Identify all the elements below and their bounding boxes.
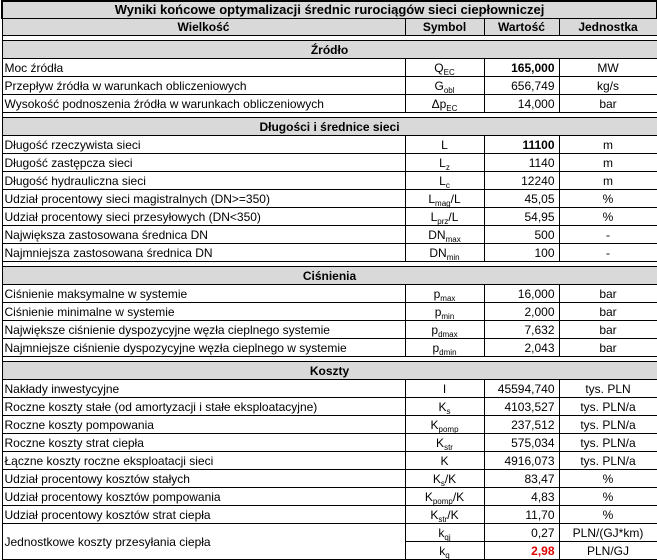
row-label: Udział procentowy kosztów stałych xyxy=(2,470,405,488)
row-unit: tys. PLN xyxy=(559,380,657,398)
symbol-cell xyxy=(405,434,484,452)
symbol-main: K xyxy=(438,399,447,414)
row-unit: tys. PLN/a xyxy=(559,416,657,434)
row-label: Roczne koszty strat ciepła xyxy=(2,434,405,452)
row-label: Nakłady inwestycyjne xyxy=(2,380,405,398)
row-unit: tys. PLN/a xyxy=(559,434,657,452)
table-row xyxy=(2,470,657,488)
symbol-sub: max xyxy=(445,234,461,244)
symbol-cell xyxy=(405,339,484,357)
row-unit: tys. PLN/a xyxy=(559,398,657,416)
row-unit: - xyxy=(559,244,657,262)
row-unit: m xyxy=(559,154,657,172)
row-value: 1140 xyxy=(484,154,559,172)
table-row xyxy=(2,321,657,339)
symbol-sub: q xyxy=(445,550,450,560)
row-value: 4,83 xyxy=(484,488,559,506)
symbol-sub: prz xyxy=(437,216,449,226)
symbol-sub: dmax xyxy=(438,329,458,339)
table-row xyxy=(2,95,657,113)
symbol-main: K xyxy=(432,471,441,486)
symbol-suffix: /K xyxy=(444,471,457,486)
row-label: Łączne koszty roczne eksploatacji sieci xyxy=(2,452,405,470)
symbol-cell xyxy=(405,488,484,506)
symbol-cell xyxy=(405,452,484,470)
row-value: 575,034 xyxy=(484,434,559,452)
table-row xyxy=(2,285,657,303)
symbol-main: L xyxy=(441,137,448,152)
symbol-main: K xyxy=(440,453,449,468)
symbol-main: p xyxy=(433,286,441,301)
section-header-row xyxy=(2,41,657,59)
symbol-sub: pomp xyxy=(432,496,453,506)
section-header-row xyxy=(2,267,657,285)
symbol-cell xyxy=(405,154,484,172)
header-value: Wartość xyxy=(484,19,559,36)
row-label: Udział procentowy sieci przesyłowych (DN<350) xyxy=(2,208,405,226)
symbol-main: p xyxy=(432,340,440,355)
symbol-cell xyxy=(405,172,484,190)
row-value: 237,512 xyxy=(484,416,559,434)
row-unit: bar xyxy=(559,285,657,303)
table-row xyxy=(2,172,657,190)
section-title: Koszty xyxy=(2,362,657,380)
row-unit: bar xyxy=(559,95,657,113)
section-title: Ciśnienia xyxy=(2,267,657,285)
row-value: 4916,073 xyxy=(484,452,559,470)
section-header-row xyxy=(2,362,657,380)
symbol-cell xyxy=(405,398,484,416)
symbol-main: K xyxy=(424,489,433,504)
table-row xyxy=(2,506,657,524)
symbol-cell xyxy=(405,542,484,560)
symbol-cell xyxy=(405,136,484,154)
table-row xyxy=(2,398,657,416)
row-label: Przepływ źródła w warunkach obliczeniowych xyxy=(2,77,405,95)
symbol-main: Δp xyxy=(431,96,447,111)
row-label: Udział procentowy kosztów pompowania xyxy=(2,488,405,506)
row-label: Roczne koszty stałe (od amortyzacji i stałe eksploatacyjne) xyxy=(2,398,405,416)
table-row xyxy=(2,380,657,398)
symbol-sub: min xyxy=(446,252,460,262)
row-value: 16,000 xyxy=(484,285,559,303)
header-symbol: Symbol xyxy=(405,19,484,36)
symbol-cell xyxy=(405,416,484,434)
row-unit: m xyxy=(559,172,657,190)
row-unit: bar xyxy=(559,303,657,321)
symbol-cell xyxy=(405,190,484,208)
row-label: Jednostkowe koszty przesyłania ciepła xyxy=(2,524,405,560)
table-title-row xyxy=(2,1,657,19)
symbol-main: L xyxy=(430,209,438,224)
row-value: 83,47 xyxy=(484,470,559,488)
symbol-suffix: /L xyxy=(450,191,461,206)
row-unit: % xyxy=(559,190,657,208)
row-value: 11,70 xyxy=(484,506,559,524)
row-value: 2,043 xyxy=(484,339,559,357)
table-row xyxy=(2,136,657,154)
row-label: Długość zastępcza sieci xyxy=(2,154,405,172)
symbol-suffix: /L xyxy=(448,209,459,224)
symbol-cell xyxy=(405,380,484,398)
table-row xyxy=(2,208,657,226)
table-title: Wyniki końcowe optymalizacji średnic rurociągów sieci ciepłowniczej xyxy=(2,1,657,19)
table-row xyxy=(2,488,657,506)
table-row xyxy=(2,416,657,434)
row-value: 656,749 xyxy=(484,77,559,95)
row-label: Udział procentowy sieci magistralnych (DN>=350) xyxy=(2,190,405,208)
symbol-cell xyxy=(405,77,484,95)
symbol-cell xyxy=(405,226,484,244)
symbol-main: p xyxy=(431,322,439,337)
row-value: 45594,740 xyxy=(484,380,559,398)
symbol-main: L xyxy=(428,191,436,206)
symbol-cell xyxy=(405,208,484,226)
table-row xyxy=(2,434,657,452)
row-value: 0,27 xyxy=(484,524,559,542)
symbol-sub: s xyxy=(446,406,451,416)
symbol-sub: pomp xyxy=(438,424,459,434)
row-value: 12240 xyxy=(484,172,559,190)
row-unit: m xyxy=(559,136,657,154)
row-unit: PLN/GJ xyxy=(559,542,657,560)
symbol-cell xyxy=(405,285,484,303)
symbol-main: L xyxy=(439,155,446,170)
row-label: Długość hydrauliczna sieci xyxy=(2,172,405,190)
symbol-main: DN xyxy=(429,245,447,260)
results-table xyxy=(1,0,657,560)
symbol-main: K xyxy=(430,417,439,432)
row-value: 45,05 xyxy=(484,190,559,208)
symbol-cell xyxy=(405,470,484,488)
symbol-main: k xyxy=(439,543,446,558)
symbol-sub: min xyxy=(441,311,455,321)
section-title: Źródło xyxy=(2,41,657,59)
header-unit: Jednostka xyxy=(559,19,657,36)
symbol-main: p xyxy=(434,304,442,319)
row-value: 2,000 xyxy=(484,303,559,321)
row-unit: MW xyxy=(559,59,657,77)
symbol-sub: mag xyxy=(435,198,451,208)
symbol-cell xyxy=(405,244,484,262)
table-row xyxy=(2,452,657,470)
row-value: 14,000 xyxy=(484,95,559,113)
table-row xyxy=(2,77,657,95)
row-unit: bar xyxy=(559,339,657,357)
row-unit: % xyxy=(559,506,657,524)
row-unit: % xyxy=(559,208,657,226)
row-value: 500 xyxy=(484,226,559,244)
table-row xyxy=(2,59,657,77)
table-row xyxy=(2,524,657,542)
row-value: 100 xyxy=(484,244,559,262)
row-label: Najmniejsza zastosowana średnica DN xyxy=(2,244,405,262)
symbol-cell xyxy=(405,59,484,77)
row-unit: - xyxy=(559,226,657,244)
row-label: Wysokość podnoszenia źródła w warunkach obliczeniowych xyxy=(2,95,405,113)
symbol-cell xyxy=(405,95,484,113)
symbol-main: Q xyxy=(434,60,444,75)
row-value: 54,95 xyxy=(484,208,559,226)
symbol-main: G xyxy=(434,78,444,93)
symbol-sub: c xyxy=(445,180,450,190)
table-row xyxy=(2,303,657,321)
row-unit: kg/s xyxy=(559,77,657,95)
row-label: Najmniejsze ciśnienie dyspozycyjne węzła cieplnego w systemie xyxy=(2,339,405,357)
row-label: Udział procentowy kosztów strat ciepła xyxy=(2,506,405,524)
header-row xyxy=(2,19,657,36)
table-row xyxy=(2,226,657,244)
symbol-sub: str xyxy=(438,514,448,524)
row-value: 2,98 xyxy=(484,542,559,560)
symbol-main: I xyxy=(442,381,447,396)
table-row xyxy=(2,339,657,357)
row-unit: % xyxy=(559,488,657,506)
symbol-suffix: /K xyxy=(452,489,465,504)
symbol-main: k xyxy=(438,525,445,540)
symbol-main: K xyxy=(430,507,439,522)
row-value: 4103,527 xyxy=(484,398,559,416)
row-unit: bar xyxy=(559,321,657,339)
row-unit: tys. PLN/a xyxy=(559,452,657,470)
row-label: Roczne koszty pompowania xyxy=(2,416,405,434)
row-label: Największe ciśnienie dyspozycyjne węzła cieplnego systemie xyxy=(2,321,405,339)
section-title: Długości i średnice sieci xyxy=(2,118,657,136)
symbol-sub: s xyxy=(440,478,445,488)
symbol-main: L xyxy=(439,173,446,188)
table-row xyxy=(2,190,657,208)
table-row xyxy=(2,244,657,262)
row-label: Długość rzeczywista sieci xyxy=(2,136,405,154)
symbol-cell xyxy=(405,321,484,339)
row-unit: PLN/(GJ*km) xyxy=(559,524,657,542)
row-label: Ciśnienie minimalne w systemie xyxy=(2,303,405,321)
symbol-cell xyxy=(405,303,484,321)
symbol-cell xyxy=(405,506,484,524)
table-row xyxy=(2,154,657,172)
symbol-cell xyxy=(405,524,484,542)
symbol-sub: z xyxy=(445,162,450,172)
row-value: 7,632 xyxy=(484,321,559,339)
symbol-sub: str xyxy=(444,442,453,452)
row-unit: % xyxy=(559,470,657,488)
symbol-sub: EC xyxy=(443,67,455,77)
row-value: 11100 xyxy=(484,136,559,154)
symbol-sub: EC xyxy=(446,103,458,113)
row-label: Największa zastosowana średnica DN xyxy=(2,226,405,244)
symbol-main: DN xyxy=(428,227,446,242)
header-quantity: Wielkość xyxy=(2,19,405,36)
symbol-suffix: /K xyxy=(447,507,459,522)
symbol-sub: qj xyxy=(444,532,451,542)
symbol-main: K xyxy=(436,435,445,450)
symbol-sub: obl xyxy=(443,85,455,95)
row-label: Ciśnienie maksymalne w systemie xyxy=(2,285,405,303)
row-label: Moc źródła xyxy=(2,59,405,77)
row-value: 165,000 xyxy=(484,59,559,77)
symbol-sub: max xyxy=(440,293,456,303)
symbol-sub: dmin xyxy=(439,347,457,357)
section-header-row xyxy=(2,118,657,136)
